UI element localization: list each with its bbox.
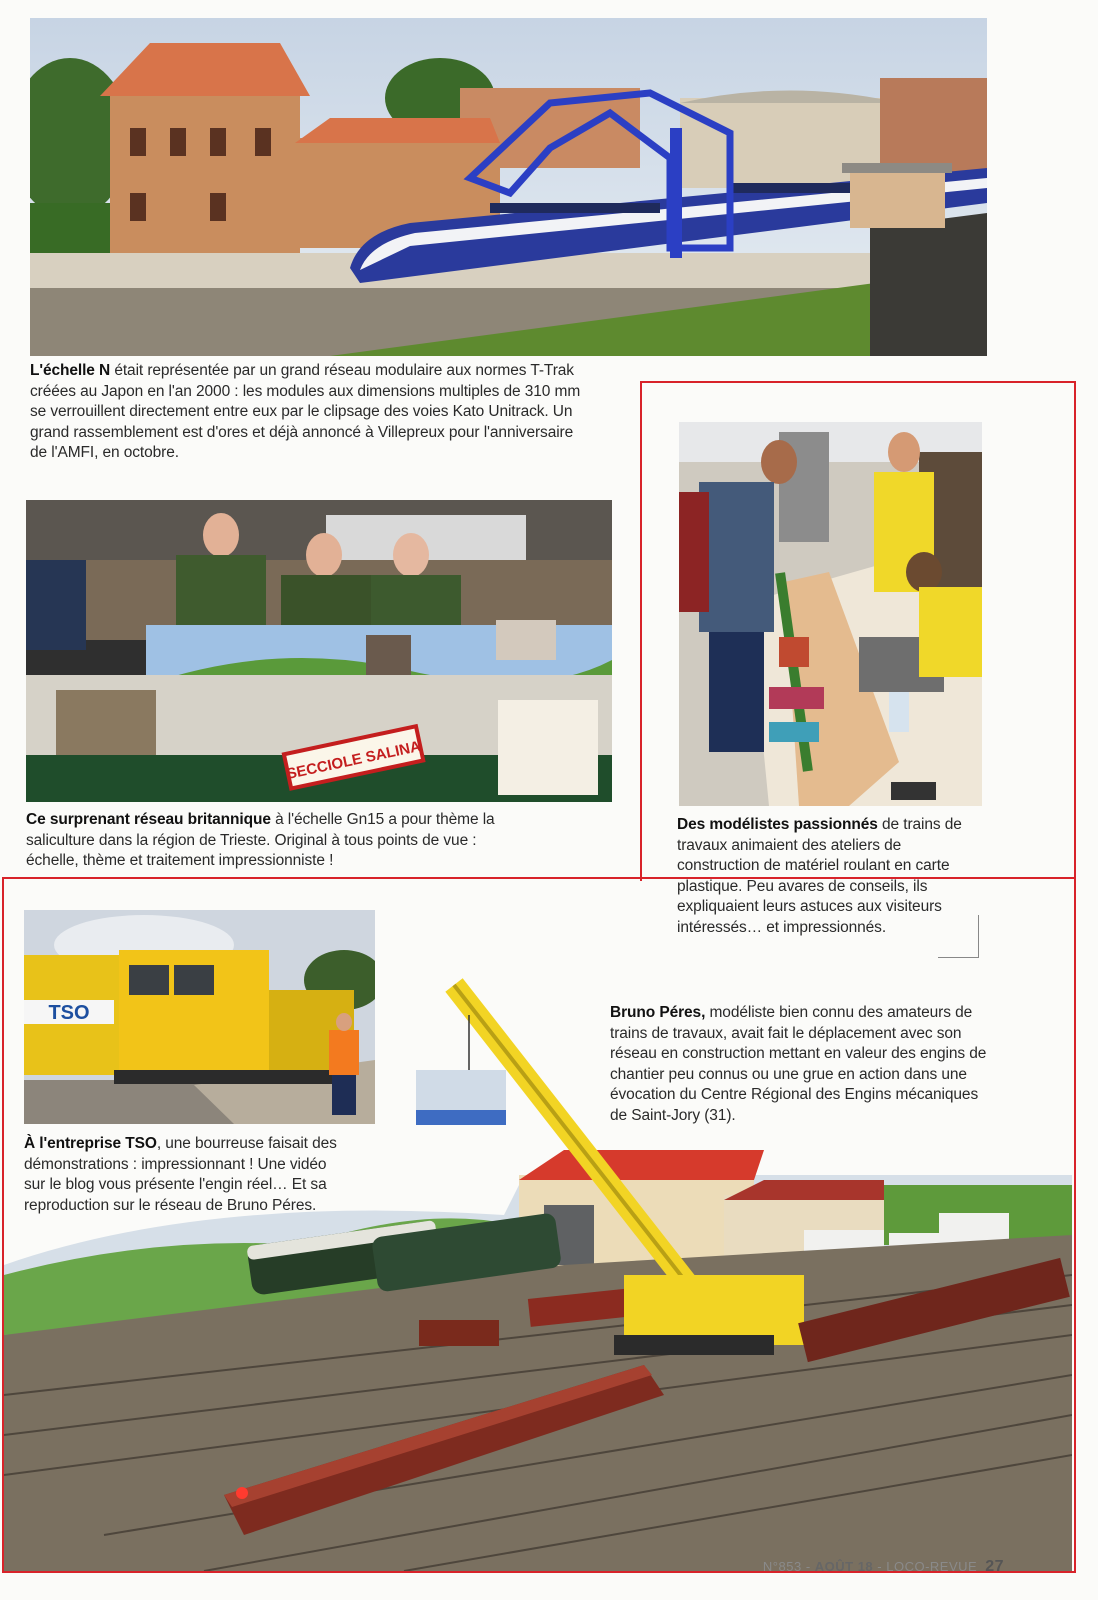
page-footer: N°853 - AOÛT 18 - LOCO-REVUE 27 — [762, 1558, 1004, 1575]
caption-bruno-peres: Bruno Péres, modéliste bien connu des amateurs de trains de travaux, avait fait le déplacement avec son réseau en construction mettant en valeur des engins de chantier peu connus ou une grue en action dans une évocation du Centre Régional des Engins mécaniques de Saint-Jory (31). — [610, 1004, 987, 1124]
caption-british-layout: Ce surprenant réseau britannique à l'échelle Gn15 a pour thème la saliculture dans la région de Trieste. Original à tous points de vue : échelle, thème et traitement impressionniste ! — [26, 811, 495, 869]
photo-tso-tamper — [24, 910, 375, 1124]
caption-rule-vertical — [978, 915, 979, 957]
caption-tso: À l'entreprise TSO, une bourreuse faisait des démonstrations : impressionnant ! Une vidéo sur le blog vous présente l'engin réel… Et sa reproduction sur le réseau de Bruno Péres. — [24, 1135, 337, 1214]
page-number: 27 — [985, 1558, 1004, 1575]
footer-date: AOÛT 18 — [814, 1559, 874, 1574]
red-frame-join — [640, 381, 642, 879]
footer-issue: N°853 — [762, 1559, 802, 1574]
tso-sign-text: TSO — [48, 1002, 90, 1024]
photo-tgv-station — [30, 18, 987, 356]
photo-workshop — [679, 422, 982, 806]
caption-n-scale: L'échelle N était représentée par un grand réseau modulaire aux normes T-Trak créées au Japon en l'an 2000 : les modules aux dimensions multiples de 310 mm se verrouillent directement entre eux par le clipsage des voies Kato Unitrack. Un grand rassemblement est d'ores et déjà annoncé à Villepreux pour l'anniversaire de l'AMFI, en octobre. — [30, 362, 581, 461]
caption-rule-horizontal — [938, 957, 979, 958]
secciole-sign-text: SECCIOLE SALINA — [285, 737, 423, 783]
footer-magazine: LOCO-REVUE — [886, 1559, 978, 1574]
photo-gn15-layout — [26, 500, 612, 802]
caption-modellers: Des modélistes passionnés de trains de travaux animaient des ateliers de construction de matériel roulant en carte plastique. Peu avares de conseils, ils expliquaient leurs astuces aux visiteurs intéressés… et impressionnés. — [677, 816, 962, 936]
